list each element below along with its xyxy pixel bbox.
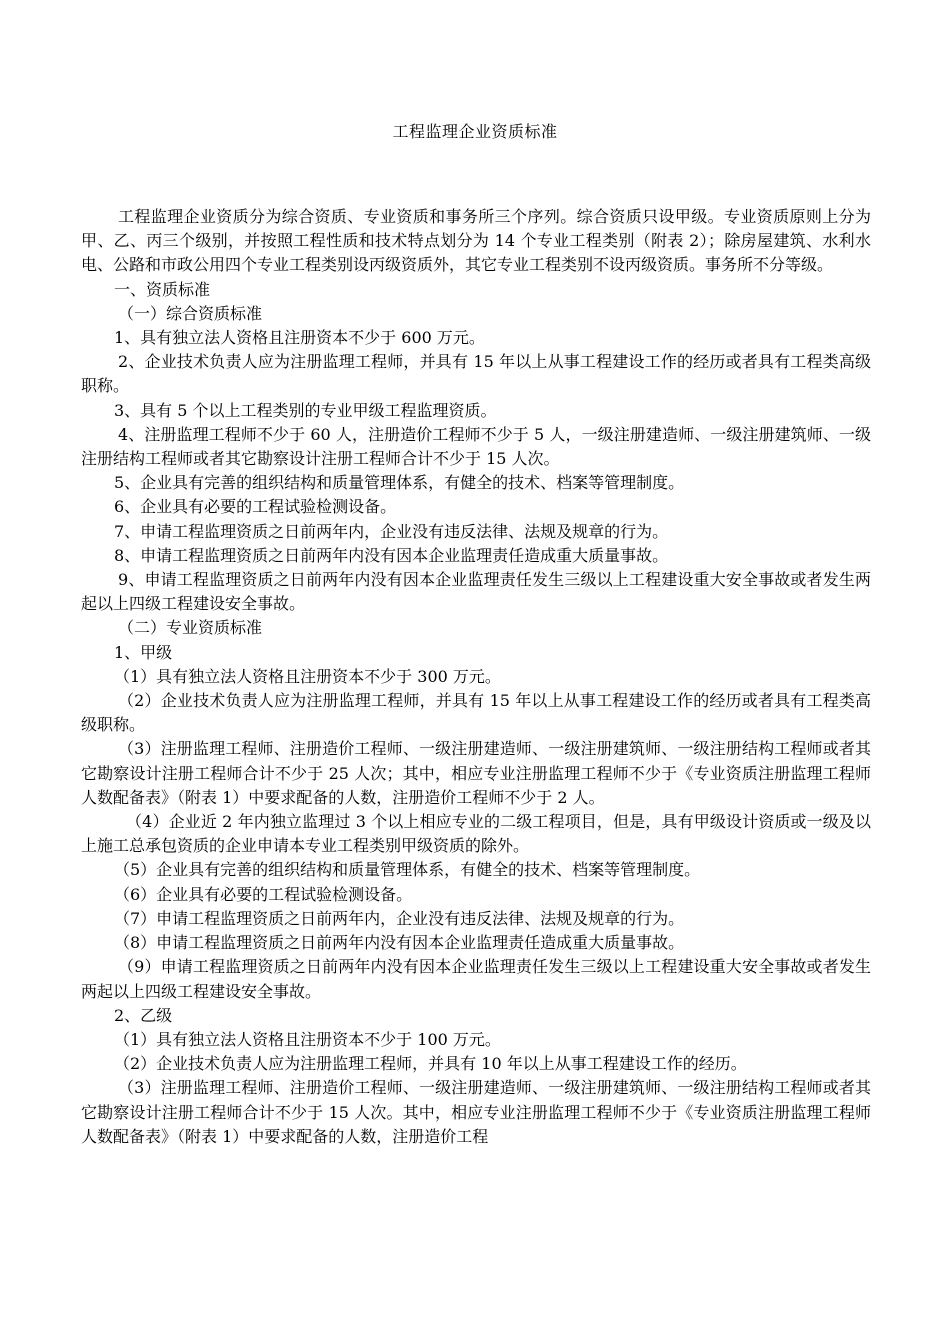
list-item: （4）企业近 2 年内独立监理过 3 个以上相应专业的二级工程项目，但是，具有甲级设计资质或一级及以上施工总承包资质的企业申请本专业工程类别甲级资质的除外。 [81,812,871,856]
list-item: 9、申请工程监理资质之日前两年内没有因本企业监理责任发生三级以上工程建设重大安全事故或者发生两起以上四级工程建设安全事故。 [81,570,871,614]
list-item: 6、企业具有必要的工程试验检测设备。 [114,497,397,517]
list-item: 5、企业具有完善的组织结构和质量管理体系，有健全的技术、档案等管理制度。 [114,473,685,493]
list-item: （7）申请工程监理资质之日前两年内，企业没有违反法律、法规及规章的行为。 [114,908,685,928]
list-item: 4、注册监理工程师不少于 60 人，注册造价工程师不少于 5 人，一级注册建造师、一级注册建筑师、一级注册结构工程师或者其它勘察设计注册工程师合计不少于 15 人次。 [81,424,871,469]
list-item: 7、申请工程监理资质之日前两年内，企业没有违反法律、法规及规章的行为。 [114,521,669,541]
list-item: 8、申请工程监理资质之日前两年内没有因本企业监理责任造成重大质量事故。 [114,545,669,565]
list-item: （9）申请工程监理资质之日前两年内没有因本企业监理责任发生三级以上工程建设重大安全事故或者发生两起以上四级工程建设安全事故。 [81,957,871,1001]
subsection-heading: （二）专业资质标准 [118,618,263,638]
list-item: （3）注册监理工程师、注册造价工程师、一级注册建造师、一级注册建筑师、一级注册结构工程师或者其它勘察设计注册工程师合计不少于 25 人次；其中，相应专业注册监理工程师不少于《专业资质注册监理工程师人数配备表》（附表 1）中要求配备的人数，注册造价工程师不少于 2 人。 [81,739,871,807]
list-item: （1）具有独立法人资格且注册资本不少于 300 万元。 [114,666,501,686]
list-item: 1、具有独立法人资格且注册资本不少于 600 万元。 [114,328,485,348]
list-item: （6）企业具有必要的工程试验检测设备。 [114,884,413,904]
document-body [81,205,871,1149]
list-item: （2）企业技术负责人应为注册监理工程师，并具有 15 年以上从事工程建设工作的经历或者具有工程类高级职称。 [81,691,871,735]
subsection-heading: （一）综合资质标准 [118,303,263,323]
grade-heading: 1、甲级 [114,642,173,662]
list-item: （3）注册监理工程师、注册造价工程师、一级注册建造师、一级注册建筑师、一级注册结构工程师或者其它勘察设计注册工程师合计不少于 15 人次。其中，相应专业注册监理工程师不少于《专业资质注册监理工程师人数配备表》（附表 1）中要求配备的人数，注册造价工程 [81,1078,871,1146]
grade-heading: 2、乙级 [114,1005,173,1025]
list-item: （8）申请工程监理资质之日前两年内没有因本企业监理责任造成重大质量事故。 [114,933,685,953]
intro-paragraph: 工程监理企业资质分为综合资质、专业资质和事务所三个序列。综合资质只设甲级。专业资质原则上分为甲、乙、丙三个级别，并按照工程性质和技术特点划分为 14 个专业工程类别（附表 2）；除房屋建筑、水利水电、公路和市政公用四个专业工程类别设丙级资质外，其它专业工程类别不设丙级资质。事务所不分等级。 [81,207,871,275]
list-item: 3、具有 5 个以上工程类别的专业甲级工程监理资质。 [114,400,497,420]
section-heading: 一、资质标准 [114,279,211,299]
list-item: （5）企业具有完善的组织结构和质量管理体系，有健全的技术、档案等管理制度。 [114,860,701,880]
list-item: （2）企业技术负责人应为注册监理工程师，并具有 10 年以上从事工程建设工作的经历。 [114,1054,747,1074]
list-item: 2、企业技术负责人应为注册监理工程师，并具有 15 年以上从事工程建设工作的经历或者具有工程类高级职称。 [81,352,871,396]
document-title: 工程监理企业资质标准 [392,122,558,141]
list-item: （1）具有独立法人资格且注册资本不少于 100 万元。 [114,1029,501,1049]
